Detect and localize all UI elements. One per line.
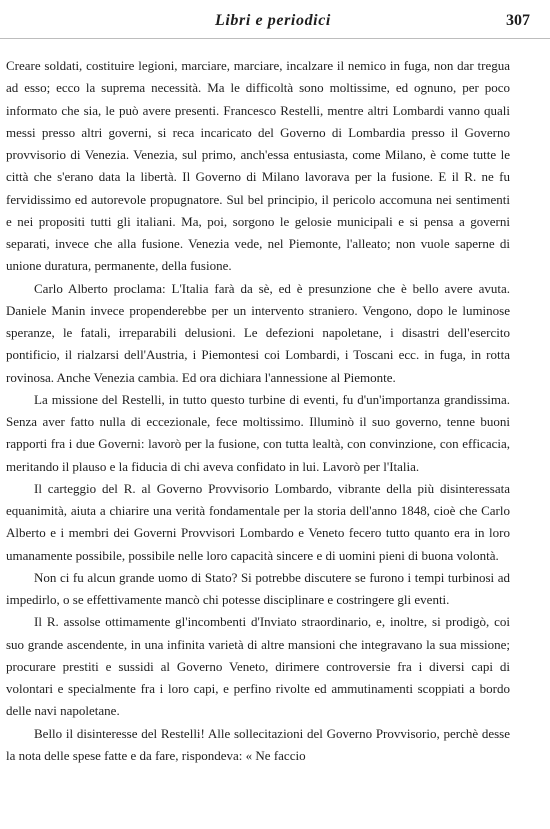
paragraph: Non ci fu alcun grande uomo di Stato? Si potrebbe discutere se furono i tempi turbinosi ad impedirlo, o se effettivamente mancò chi potesse disciplinare e costringere gli eventi. [6, 569, 510, 607]
paragraph: Creare soldati, costituire legioni, marciare, marciare, incalzare il nemico in fuga, non dar tregua ad esso; ecco la suprema necessità. Ma le difficoltà sono moltissime, ed ognuno, per poco informato che sia, le può avere presenti. Francesco Restelli, mentre altri Lombardi vanno quali messi presso altri governi, si reca incaricato del Governo di Lombardia presso il Governo provvisorio di Venezia. Venezia, sul primo, anch'essa entusiasta, come Milano, è come tutte le città che s'erano data la libertà. Il Governo di Milano lavorava per la fusione. E il R. ne fu fervidissimo ed autorevole propugnatore. Sul bel principio, il pericolo accomuna nei sentimenti e nei propositi tutti gli italiani. Ma, poi, sorgono le gelosie municipali e si pensa a governi separati, invece che alla fusione. Venezia vede, nel Piemonte, l'alleato; non vuole saperne di unione duratura, permanente, della fusione. [6, 58, 510, 274]
header-rule [0, 38, 550, 39]
page-number: 307 [506, 12, 530, 29]
paragraph: La missione del Restelli, in tutto questo turbine di eventi, fu d'un'importanza grandissima. Senza aver fatto nulla di eccezionale, fece moltissimo. Illuminò il suo governo, tenne buoni rapporti fra i due Governi: lavorò per la fusione, con tutta lealtà, con convinzione, con efficacia, meritando il plauso e la fiducia di chi aveva confidato in lui. Lavorò per l'Italia. [6, 391, 510, 474]
paragraph: Bello il disinteresse del Restelli! Alle sollecitazioni del Governo Provvisorio, perchè desse la nota delle spese fatte e da fare, rispondeva: « Ne faccio [6, 725, 510, 763]
paragraph: Il carteggio del R. al Governo Provvisorio Lombardo, vibrante della più disinteressata equanimità, aiuta a chiarire una verità fondamentale per la storia dell'anno 1848, cioè che Carlo Alberto e i membri dei Governi Provvisori Lombardo e Veneto fecero tutto quanto era in loro umanamente possibile, possibile nelle loro capacità sincere e di uomini pieni di buona volontà. [6, 480, 510, 563]
paragraph: Carlo Alberto proclama: L'Italia farà da sè, ed è presunzione che è bello avere avuta. Daniele Manin invece propenderebbe per un intervento straniero. Vengono, dopo le luminose speranze, le fatali, irreparabili delusioni. Le defezioni napoletane, i disastri dell'esercito pontificio, il rialzarsi dell'Austria, i Piemontesi coi Lombardi, i Toscani ecc. in fuga, in rotta rovinosa. Anche Venezia cambia. Ed ora dichiara l'annessione al Piemonte. [6, 280, 510, 385]
running-title: Libri e periodici [215, 12, 331, 29]
page-header [0, 12, 550, 36]
paragraph: Il R. assolse ottimamente gl'incombenti d'Inviato straordinario, e, inoltre, si prodigò, coi suo grande ascendente, in una infinita varietà di altre mansioni che integravano la sua missione; procurare prestiti e sussidi al Governo Veneto, dirimere controversie fra i diversi capi di volontari e specialmente fra i loro capi, e perfino rivolte ed ammutinamenti scoppiati a bordo delle navi napoletane. [6, 614, 510, 719]
body-text [6, 55, 510, 767]
